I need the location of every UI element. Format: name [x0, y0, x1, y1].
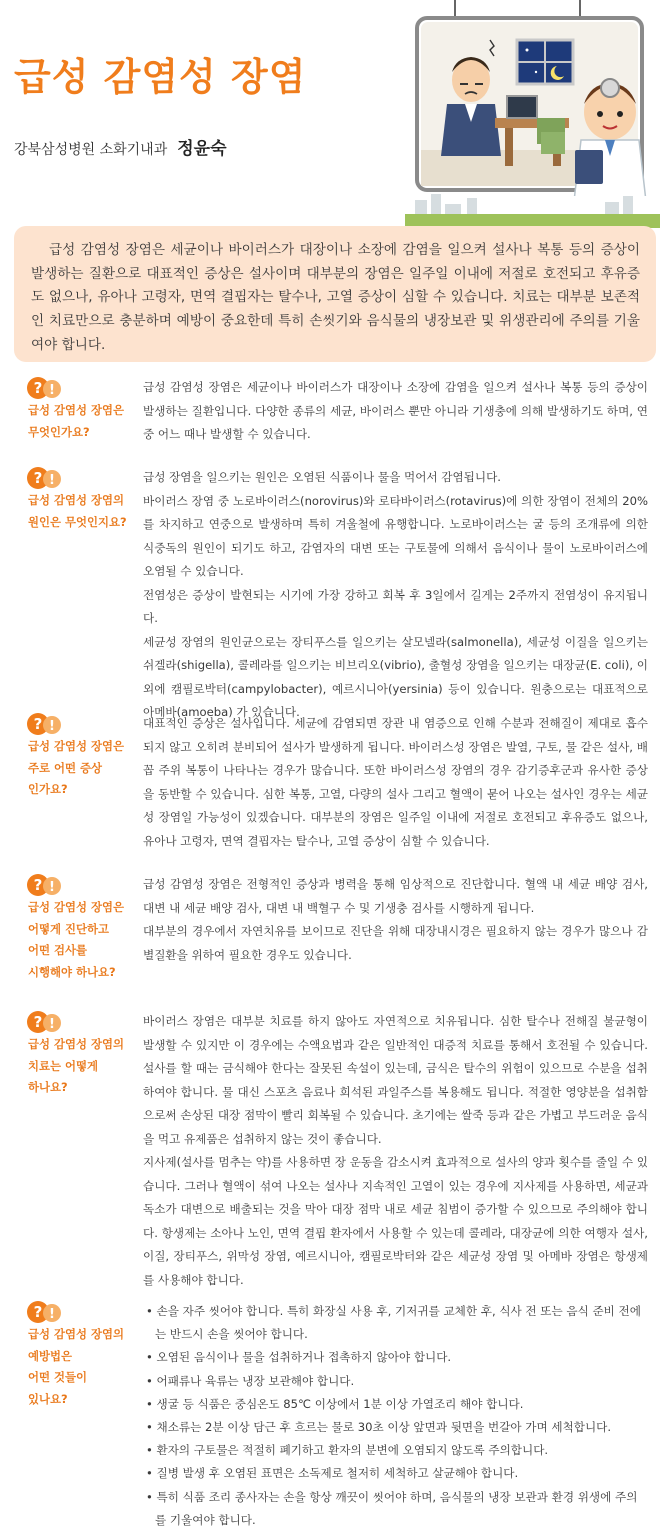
answer-text [143, 873, 648, 967]
qa-icon [26, 466, 62, 490]
svg-text:!: ! [49, 1307, 55, 1322]
answer-paragraph: 바이러스 장염은 대부분 치료를 하지 않아도 자연적으로 치유됩니다. 심한 탈수나 전해질 불균형이 발생할 수 있지만 이 경우에는 수액요법과 같은 일반적인 대증적 치료를 통해서 호전될 수 있습니다. 설사를 할 때는 금식해야 한다는 잘못된 속설이 있는데, 금식은 탈수의 위험이 있으므로 수분을 섭취하여야 합니다. 물 대신 스포츠 음료나 희석된 과일주스를 복용해도 됩니다. 적절한 영양분을 섭취함으로써 손상된 대장 점막이 빨리 회복될 수 있습니다. 초기에는 쌀죽 등과 같은 가볍고 부드러운 음식을 먹고 유제품은 섭취하지 않는 것이 좋습니다. [143, 1014, 648, 1146]
svg-text:!: ! [49, 880, 55, 895]
svg-text:!: ! [49, 383, 55, 398]
svg-text:?: ? [33, 1303, 43, 1321]
svg-text:!: ! [49, 1017, 55, 1032]
svg-text:?: ? [33, 1013, 43, 1031]
qa-icon [26, 376, 62, 400]
prevention-list [143, 1300, 648, 1532]
author-affiliation: 강북삼성병원 소화기내과 [14, 142, 168, 158]
answer-paragraph: 급성 감염성 장염은 전형적인 증상과 병력을 통해 임상적으로 진단합니다. 혈액 내 세균 배양 검사, 대변 내 세균 배양 검사, 대변 내 백혈구 수 및 기생충 검사를 시행하게 됩니다. [143, 877, 648, 915]
answer-paragraph: 급성 감염성 장염은 세균이나 바이러스가 대장이나 소장에 감염을 일으켜 설사나 복통 등의 증상이 발생하는 질환입니다. 다양한 종류의 세균, 바이러스 뿐만 아니라 기생충에 의해 발생하기도 하며, 연중 어느 때나 발생할 수 있습니다. [143, 380, 648, 441]
list-item: • 질병 발생 후 오염된 표면은 소독제로 철저히 세척하고 살균해야 합니다. [143, 1462, 648, 1485]
answer-paragraph: 대부분의 경우에서 자연치유를 보이므로 진단을 위해 대장내시경은 필요하지 않는 경우가 많으나 감별질환을 위하여 필요한 경우도 있습니다. [143, 924, 648, 962]
page-title: 급성 감염성 장염 [14, 55, 307, 99]
svg-text:?: ? [33, 469, 43, 487]
answer-text [143, 466, 648, 725]
list-item: • 채소류는 2분 이상 담근 후 흐르는 물로 30초 이상 앞면과 뒷면을 번갈아 가며 세척합니다. [143, 1416, 648, 1439]
header-illustration [405, 0, 660, 228]
answer-paragraph: 지사제(설사를 멈추는 약)를 사용하면 장 운동을 감소시켜 효과적으로 설사의 양과 횟수를 줄일 수 있습니다. 그러나 혈액이 섞여 나오는 설사나 지속적인 고열이 있는 경우에 지사제를 사용하면, 세균과 독소가 대변으로 배출되는 것을 막아 대장 점막 내로 세균 침범이 증가할 수 있으므로 주의해야 합니다. 항생제는 소아나 노인, 면역 결핍 환자에서 사용할 수 있는데 콜레라, 대장균에 의한 여행자 설사, 이질, 장티푸스, 위막성 장염, 예르시니아, 캠필로박터와 같은 세균성 장염 및 아메바 장염은 항생제를 사용해야 합니다. [143, 1155, 648, 1287]
svg-text:?: ? [33, 715, 43, 733]
summary-box: 급성 감염성 장염은 세균이나 바이러스가 대장이나 소장에 감염을 일으켜 설사나 복통 등의 증상이 발생하는 질환으로 대표적인 증상은 설사이며 대부분의 장염은 일주일 이내에 저절로 호전되고 후유증도 없으나, 유아나 고령자, 면역 결핍자는 탈수나, 고열 증상이 심할 수 있습니다. 치료는 대부분 보존적인 치료만으로 충분하며 예방이 중요한데 특히 손씻기와 음식물의 냉장보관 및 위생관리에 주의를 기울여야 합니다. [14, 226, 656, 362]
svg-text:?: ? [33, 379, 43, 397]
question-label: 급성 감염성 장염은 어떻게 진단하고 어떤 검사를 시행해야 하나요? [28, 900, 124, 979]
answer-paragraph: 대표적인 증상은 설사입니다. 세균에 감염되면 장관 내 염증으로 인해 수분과 전해질이 제대로 흡수되지 않고 오히려 분비되어 설사가 발생하게 됩니다. 바이러스성 장염은 발열, 구토, 물 같은 설사, 배꼽 주위 복통이 나타나는 경우가 많습니다. 또한 바이러스성 장염의 경우 감기증후군과 유사한 증상을 동반할 수 있습니다. 심한 복통, 고열, 다량의 설사 그리고 혈액이 묻어 나오는 설사인 경우는 세균성 장염일 가능성이 있겠습니다. 대부분의 장염은 일주일 이내에 저절로 호전되고 후유증도 없으나, 유아나 고령자, 면역 결핍자는 탈수나, 고열 증상이 심할 수 있습니다. [143, 716, 648, 848]
qa-icon [26, 1010, 62, 1034]
list-item: • 오염된 음식이나 물을 섭취하거나 접촉하지 않아야 합니다. [143, 1346, 648, 1369]
svg-text:!: ! [49, 719, 55, 734]
list-item: • 특히 식품 조리 종사자는 손을 항상 깨끗이 씻어야 하며, 음식물의 냉장 보관과 환경 위생에 주의를 기울여야 합니다. [143, 1486, 648, 1532]
qa-icon [26, 712, 62, 736]
author-name: 정윤숙 [177, 139, 227, 159]
question-label: 급성 감염성 장염은 무엇인가요? [28, 403, 124, 439]
answer-paragraph: 바이러스 장염 중 노로바이러스(norovirus)와 로타바이러스(rotavirus)에 의한 장염이 전체의 20%를 차지하고 연중으로 발생하며 특히 겨울철에 유행합니다. 노로바이러스는 굴 등의 조개류에 의한 식중독의 원인이 되기도 하고, 감염자의 대변 또는 구토물에 의해서 음식이나 물이 노로바이러스에 오염될 수 있습니다. [143, 493, 648, 578]
qa-icon [26, 873, 62, 897]
list-item: • 어패류나 육류는 냉장 보관해야 합니다. [143, 1370, 648, 1393]
question-label: 급성 감염성 장염의 치료는 어떻게 하나요? [28, 1037, 124, 1094]
answer-paragraph: 세균성 장염의 원인균으로는 장티푸스를 일으키는 살모넬라(salmonella), 세균성 이질을 일으키는 쉬겔라(shigella), 콜레라를 일으키는 비브리오(vibrio), 출혈성 장염을 일으키는 대장균(E. coli), 이외에 캠필로박터(campylobacter), 예르시니아(yersinia) 등이 있습니다. 원충으로는 대표적으로 아메바(amoeba) 가 있습니다. [143, 634, 648, 719]
list-item: • 환자의 구토물은 적절히 폐기하고 환자의 분변에 오염되지 않도록 주의합니다. [143, 1439, 648, 1462]
author-byline [14, 134, 227, 159]
answer-text [143, 712, 648, 853]
answer-text [143, 376, 648, 447]
svg-text:?: ? [33, 876, 43, 894]
question-label: 급성 감염성 장염의 예방법은 어떤 것들이 있나요? [28, 1327, 124, 1406]
question-label: 급성 감염성 장염은 주로 어떤 증상 인가요? [28, 739, 124, 796]
list-item: • 손을 자주 씻어야 합니다. 특히 화장실 사용 후, 기저귀를 교체한 후, 식사 전 또는 음식 준비 전에는 반드시 손을 씻어야 합니다. [143, 1300, 648, 1346]
list-item: • 생굴 등 식품은 중심온도 85℃ 이상에서 1분 이상 가열조리 해야 합니다. [143, 1393, 648, 1416]
answer-paragraph: 급성 장염을 일으키는 원인은 오염된 식품이나 물을 먹어서 감염됩니다. [143, 470, 501, 484]
question-label: 급성 감염성 장염의 원인은 무엇인지요? [28, 493, 127, 529]
answer-text [143, 1010, 648, 1292]
svg-text:!: ! [49, 473, 55, 488]
qa-icon [26, 1300, 62, 1324]
answer-paragraph: 전염성은 증상이 발현되는 시기에 가장 강하고 회복 후 3일에서 길게는 2주까지 전염성이 유지됩니다. [143, 587, 648, 625]
